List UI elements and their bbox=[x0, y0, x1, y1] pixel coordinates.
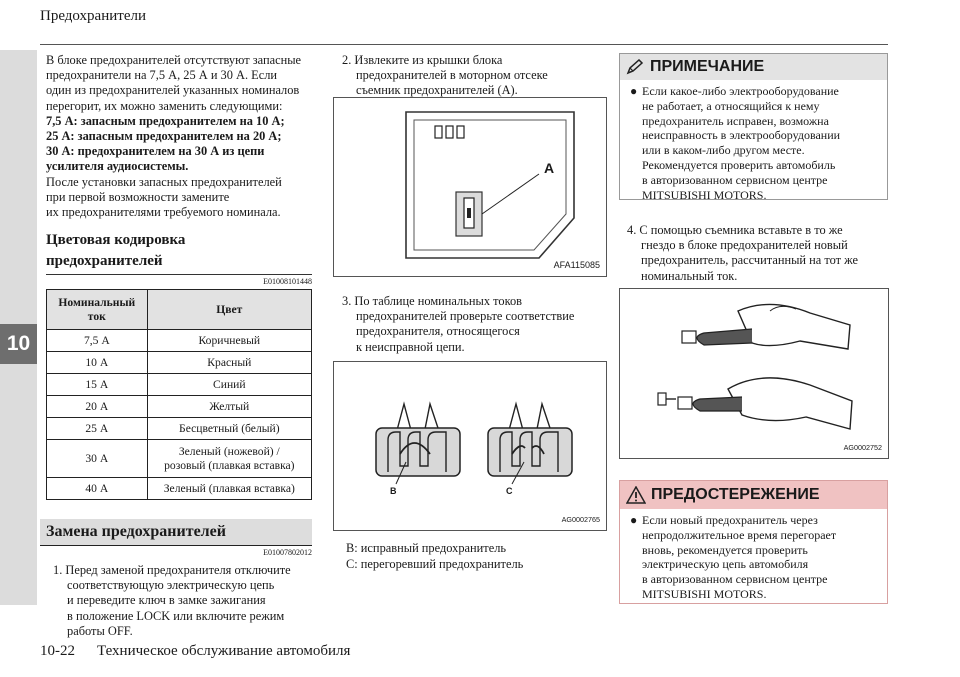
cell-line: Зеленый (ножевой) / bbox=[178, 444, 280, 458]
fuse-color-table bbox=[46, 289, 312, 500]
figure-code: AFA115085 bbox=[553, 260, 600, 270]
cell-current: 10 А bbox=[47, 352, 148, 374]
cell-line: розовый (плавкая вставка) bbox=[164, 458, 295, 472]
intro-paragraph bbox=[46, 53, 312, 220]
table-row bbox=[47, 418, 312, 440]
cell-current: 7,5 А bbox=[47, 330, 148, 352]
good-fuse-icon bbox=[376, 404, 460, 476]
figure-code: AG0002752 bbox=[843, 443, 882, 452]
cell-current: 15 А bbox=[47, 374, 148, 396]
step-line: 2. Извлеките из крышки блока bbox=[342, 53, 503, 67]
cell-color: Желтый bbox=[147, 396, 311, 418]
label-a: A bbox=[544, 160, 555, 176]
step-line: предохранителей проверьте соответствие bbox=[356, 309, 575, 324]
cell-color: Зеленый (плавкая вставка) bbox=[147, 478, 311, 500]
step-line: предохранителя, относящегося bbox=[356, 324, 520, 339]
intro-line: предохранители на 7,5 А, 25 А и 30 А. Если bbox=[46, 68, 278, 83]
cell-color: Бесцветный (белый) bbox=[147, 418, 311, 440]
figure-fuse-check bbox=[333, 361, 607, 531]
section-rule bbox=[46, 274, 312, 275]
intro-line: при первой возможности замените bbox=[46, 189, 230, 204]
note-line: MITSUBISHI MOTORS. bbox=[642, 187, 767, 202]
pencil-icon bbox=[626, 59, 644, 75]
warning-line: непродолжительное время перегорает bbox=[642, 527, 837, 542]
hand-with-puller-illustration bbox=[620, 289, 888, 458]
table-row bbox=[47, 330, 312, 352]
label-b: B bbox=[390, 486, 397, 496]
cell-current: 30 А bbox=[47, 440, 148, 478]
section-title: Замена предохранителей bbox=[40, 519, 312, 546]
table-row bbox=[47, 440, 312, 478]
page-number: 10-22 bbox=[40, 643, 75, 659]
warning-line: в авторизованном сервисном центре bbox=[642, 572, 828, 587]
note-line: в авторизованном сервисном центре bbox=[642, 172, 828, 187]
cell-color bbox=[147, 440, 311, 478]
intro-line: После установки запасных предохранителей bbox=[46, 174, 282, 189]
step-line: номинальный ток. bbox=[641, 268, 738, 283]
header-line: ток bbox=[87, 309, 106, 323]
warning-header bbox=[620, 481, 887, 509]
note-body bbox=[620, 80, 887, 202]
note-line: предохранитель исправен, возможна bbox=[642, 113, 829, 128]
step-line: работы OFF. bbox=[67, 623, 133, 638]
page-header-title: Предохранители bbox=[40, 8, 146, 24]
step-2 bbox=[342, 53, 548, 99]
table-row bbox=[47, 374, 312, 396]
section-title: Цветовая кодировка bbox=[46, 232, 186, 248]
figure-code: AG0002765 bbox=[561, 515, 600, 524]
step-line: предохранителей в моторном отсеке bbox=[356, 68, 548, 83]
table-row bbox=[47, 352, 312, 374]
cell-color: Синий bbox=[147, 374, 311, 396]
header-rated-current bbox=[47, 290, 148, 330]
footer-title: Техническое обслуживание автомобиля bbox=[97, 643, 351, 659]
step-3 bbox=[342, 294, 574, 355]
caption-c: C: перегоревший предохранитель bbox=[346, 557, 524, 571]
step-line: к неисправной цепи. bbox=[356, 339, 465, 354]
label-c: C bbox=[506, 486, 513, 496]
step-line: гнездо в блоке предохранителей новый bbox=[641, 238, 848, 253]
warning-line: ● Если новый предохранитель через bbox=[630, 513, 818, 527]
cell-color: Коричневый bbox=[147, 330, 311, 352]
fuses-illustration bbox=[334, 362, 606, 530]
lower-hand-icon bbox=[658, 378, 852, 429]
color-coding-section bbox=[46, 230, 312, 286]
intro-line: В блоке предохранителей отсутствуют запасные bbox=[46, 53, 302, 67]
step-line: съемник предохранителей (A). bbox=[356, 83, 518, 98]
step-line: 1. Перед заменой предохранителя отключите bbox=[53, 563, 291, 577]
step-line: и переведите ключ в замке зажигания bbox=[67, 593, 266, 608]
intro-bold-line: 7,5 А: запасным предохранителем на 10 А; bbox=[46, 113, 285, 128]
intro-line: перегорит, их можно заменить следующими: bbox=[46, 98, 283, 113]
fuse-box-cover-illustration bbox=[334, 98, 606, 276]
note-line: Рекомендуется проверить автомобиль bbox=[642, 157, 836, 172]
bullet-icon: ● bbox=[630, 84, 638, 98]
page-footer bbox=[40, 643, 350, 660]
note-title: ПРИМЕЧАНИЕ bbox=[650, 58, 765, 75]
note-box bbox=[619, 53, 888, 200]
warning-box bbox=[619, 480, 888, 604]
step-4 bbox=[627, 223, 858, 284]
header-color: Цвет bbox=[147, 290, 311, 330]
cell-current: 20 А bbox=[47, 396, 148, 418]
intro-bold-line: 30 А: предохранителем на 30 А из цепи bbox=[46, 144, 265, 159]
warning-title: ПРЕДОСТЕРЕЖЕНИЕ bbox=[651, 486, 820, 503]
intro-bold-line: 25 А: запасным предохранителем на 20 А; bbox=[46, 129, 282, 144]
section-title: предохранителей bbox=[46, 253, 163, 269]
figure-fuse-install bbox=[619, 288, 889, 459]
blown-fuse-icon bbox=[488, 404, 572, 476]
note-line: или в каком-либо другом месте. bbox=[642, 143, 805, 158]
intro-line: один из предохранителей указанных номиналов bbox=[46, 83, 300, 98]
step-1 bbox=[53, 563, 291, 639]
caption-b: B: исправный предохранитель bbox=[346, 541, 507, 555]
section-code: E01008101448 bbox=[263, 277, 312, 286]
table-header-row bbox=[47, 290, 312, 330]
intro-bold-line: усилителя аудиосистемы. bbox=[46, 159, 189, 174]
note-line: не работает, а относящийся к нему bbox=[642, 98, 820, 113]
bullet-icon: ● bbox=[630, 513, 638, 527]
warning-line: электрическую цепь автомобиля bbox=[642, 557, 809, 572]
step-line: в положение LOCK или включите режим bbox=[67, 608, 285, 623]
step-line: соответствующую электрическую цепь bbox=[67, 578, 275, 593]
header-line: Номинальный bbox=[58, 295, 136, 309]
warning-triangle-icon bbox=[626, 486, 646, 504]
section-code: E01007802012 bbox=[263, 548, 312, 557]
intro-line: их предохранителями требуемого номинала. bbox=[46, 205, 281, 220]
cell-current: 25 А bbox=[47, 418, 148, 440]
warning-line: MITSUBISHI MOTORS. bbox=[642, 586, 767, 601]
cell-current: 40 А bbox=[47, 478, 148, 500]
step-line: 4. С помощью съемника вставьте в то же bbox=[627, 223, 843, 237]
upper-hand-icon bbox=[682, 304, 850, 349]
warning-body bbox=[620, 509, 887, 602]
cell-color: Красный bbox=[147, 352, 311, 374]
note-header bbox=[620, 54, 887, 80]
step-line: предохранитель, рассчитанный на тот же bbox=[641, 253, 859, 268]
warning-line: вновь, рекомендуется проверить bbox=[642, 542, 808, 557]
chapter-number: 10 bbox=[0, 324, 37, 364]
header-divider bbox=[40, 44, 888, 45]
replace-fuse-section bbox=[40, 519, 312, 557]
note-line: неисправность в электрооборудовании bbox=[642, 128, 841, 143]
step-line: 3. По таблице номинальных токов bbox=[342, 294, 523, 308]
figure-fuse-puller-location bbox=[333, 97, 607, 277]
table-row bbox=[47, 478, 312, 500]
table-row bbox=[47, 396, 312, 418]
note-line: ● Если какое-либо электрооборудование bbox=[630, 84, 839, 98]
